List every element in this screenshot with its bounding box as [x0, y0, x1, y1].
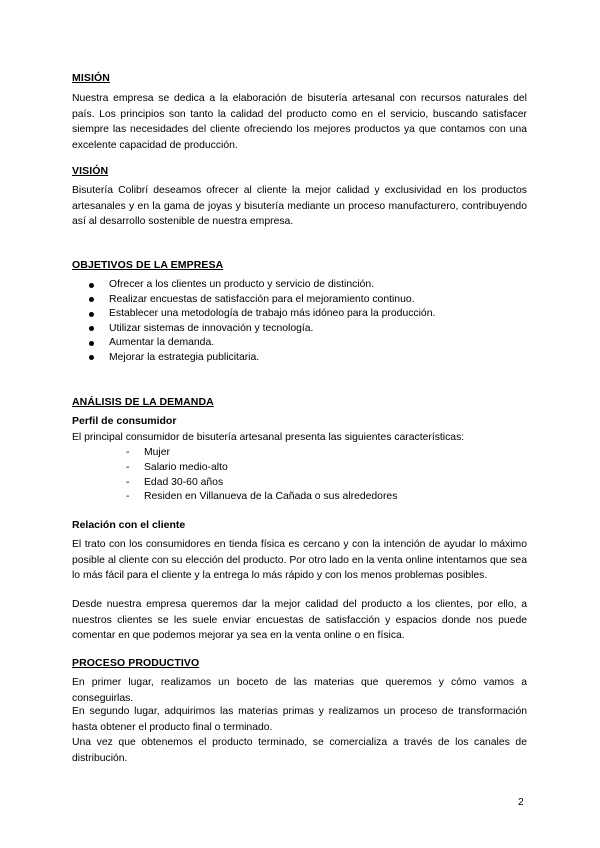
perfil-title: Perfil de consumidor	[72, 415, 177, 427]
objetivos-heading: OBJETIVOS DE LA EMPRESA	[72, 259, 224, 271]
list-item: Aumentar la demanda.	[72, 336, 435, 351]
bullet-icon	[89, 326, 94, 331]
perfil-intro: El principal consumidor de bisutería artesanal presenta las siguientes características:	[72, 432, 465, 443]
list-item: Ofrecer a los clientes un producto y servicio de distinción.	[72, 278, 435, 293]
list-item: Mejorar la estrategia publicitaria.	[72, 351, 435, 366]
vision-heading: VISIÓN	[72, 165, 109, 177]
proceso-p2: En segundo lugar, adquirimos las materias primas y realizamos un proceso de transformación hasta obtener el producto final o terminado.	[72, 706, 527, 733]
relacion-p2: Desde nuestra empresa queremos dar la mejor calidad del producto a los clientes, por ello, a nuestros clientes se les suele enviar encuestas de satisfacción y espacios donde nos puede comentar en que podemos mejorar ya sea en la venta online o en física.	[72, 599, 527, 642]
bullet-icon	[89, 355, 94, 360]
proceso-p3: Una vez que obtenemos el producto terminado, se comercializa a través de los canales de distribución.	[72, 737, 527, 764]
bullet-icon	[89, 297, 94, 302]
relacion-title: Relación con el cliente	[72, 519, 186, 531]
page-number: 2	[518, 797, 524, 808]
objetivos-list	[72, 278, 435, 366]
list-item: - Residen en Villanueva de la Cañada o sus alrededores	[126, 491, 398, 503]
bullet-icon	[89, 341, 94, 346]
proceso-p1: En primer lugar, realizamos un boceto de las materias que queremos y cómo vamos a conseguirlas.	[72, 677, 527, 704]
relacion-p1: El trato con los consumidores en tienda física es cercano y con la intención de ayudar lo máximo posible al cliente con su elección del producto. Por otro lado en la venta online intentamos que sea lo más fácil para el cliente y la entrega lo más rápido y con los menos problemas posibles.	[72, 539, 527, 582]
mision-heading: MISIÓN	[72, 72, 110, 84]
bullet-icon	[89, 312, 94, 317]
analisis-heading: ANÁLISIS DE LA DEMANDA	[72, 396, 214, 408]
list-item: Establecer una metodología de trabajo más idóneo para la producción.	[72, 307, 435, 322]
vision-text: Bisutería Colibrí deseamos ofrecer al cliente la mejor calidad y exclusividad en los productos artesanales y en la gama de joyas y bisutería mediante un proceso manufacturero, contribuyendo así al desarrollo sostenible de nuestra empresa.	[72, 185, 527, 228]
list-item: Realizar encuestas de satisfacción para el mejoramiento continuo.	[72, 293, 435, 308]
list-item: - Salario medio-alto	[126, 461, 228, 473]
list-item: - Edad 30-60 años	[126, 476, 224, 488]
perfil-list	[126, 446, 397, 505]
mision-text: Nuestra empresa se dedica a la elaboración de bisutería artesanal con recursos naturales del país. Los principios son tanto la calidad del producto como en el servicio, buscando satisfacer siempre las necesidades del cliente ofreciendo los mejores productos ya que contamos con una excelente capacidad de producción.	[72, 93, 527, 151]
list-item: - Mujer	[126, 447, 170, 458]
proceso-heading: PROCESO PRODUCTIVO	[72, 657, 200, 669]
bullet-icon	[89, 283, 94, 288]
list-item: Utilizar sistemas de innovación y tecnología.	[72, 322, 435, 337]
